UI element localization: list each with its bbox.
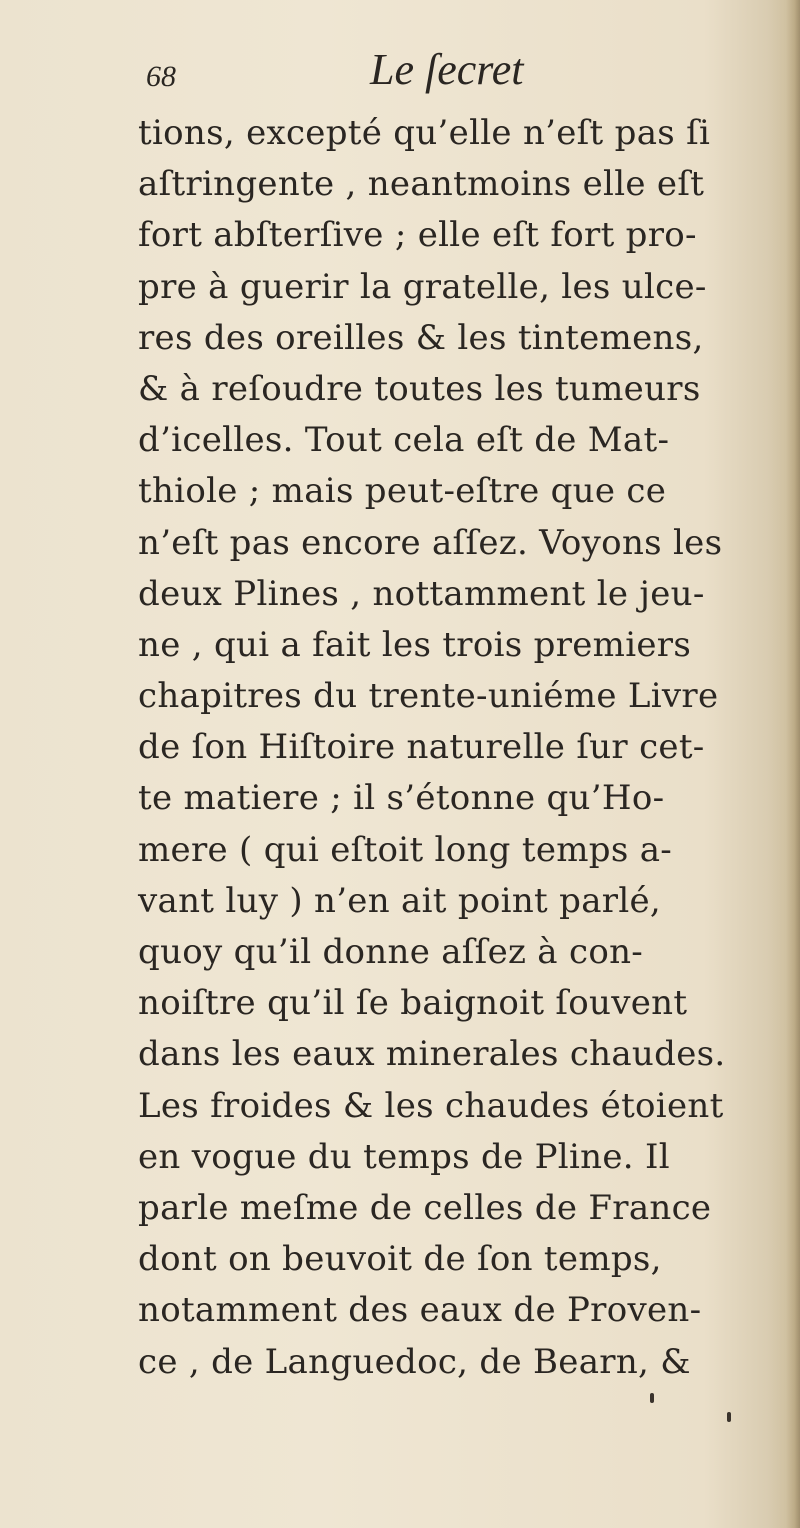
text-line-1: tions, excepté qu’elle n’eſt pas ſi xyxy=(138,113,711,153)
text-line-7: d’icelles. Tout cela eſt de Mat- xyxy=(138,420,670,461)
running-head xyxy=(0,0,800,110)
text-line-10: deux Plines , nottamment le jeu- xyxy=(138,573,705,614)
text-line-5: res des oreilles & les tintemens, xyxy=(138,317,704,358)
text-line-9: n’eſt pas encore aſſez. Voyons les xyxy=(138,522,723,563)
text-line-23: dont on beuvoit de ſon temps, xyxy=(138,1239,662,1280)
page-number: 68 xyxy=(146,60,176,93)
text-line-3: fort abſterſive ; elle eſt fort pro- xyxy=(138,215,697,256)
text-line-24: notamment des eaux de Proven- xyxy=(138,1290,702,1331)
text-line-17: quoy qu’il donne aſſez à con- xyxy=(138,932,644,972)
text-line-16: vant luy ) n’en ait point parlé, xyxy=(138,880,662,921)
text-line-8: thiole ; mais peut-eſtre que ce xyxy=(138,471,667,512)
text-line-20: Les froides & les chaudes étoient xyxy=(138,1085,724,1126)
text-line-18: noiſtre qu’il ſe baignoit ſouvent xyxy=(138,983,688,1024)
text-line-22: parle meſme de celles de France xyxy=(138,1187,712,1228)
running-title: Le ſecret xyxy=(370,45,524,94)
ink-speck xyxy=(727,1412,731,1422)
text-line-12: chapitres du trente-uniéme Livre xyxy=(138,676,719,717)
text-line-14: te matiere ; il s’étonne qu’Ho- xyxy=(138,778,665,819)
text-line-15: mere ( qui eſtoit long temps a- xyxy=(138,829,673,870)
text-line-25: ce , de Languedoc, de Bearn, & xyxy=(138,1341,691,1382)
body-text xyxy=(138,108,778,1388)
text-line-11: ne , qui a fait les trois premiers xyxy=(138,624,692,665)
text-line-21: en vogue du temps de Pline. Il xyxy=(138,1136,670,1177)
page-edge-shadow xyxy=(786,0,800,1528)
text-line-6: & à reſoudre toutes les tumeurs xyxy=(138,368,701,409)
text-line-2: aſtringente , neantmoins elle eſt xyxy=(138,164,705,205)
text-line-4: pre à guerir la gratelle, les ulce- xyxy=(138,266,707,307)
text-line-13: de ſon Hiſtoire naturelle ſur cet- xyxy=(138,727,705,768)
text-line-19: dans les eaux minerales chaudes. xyxy=(138,1034,726,1075)
ink-speck xyxy=(650,1393,654,1403)
